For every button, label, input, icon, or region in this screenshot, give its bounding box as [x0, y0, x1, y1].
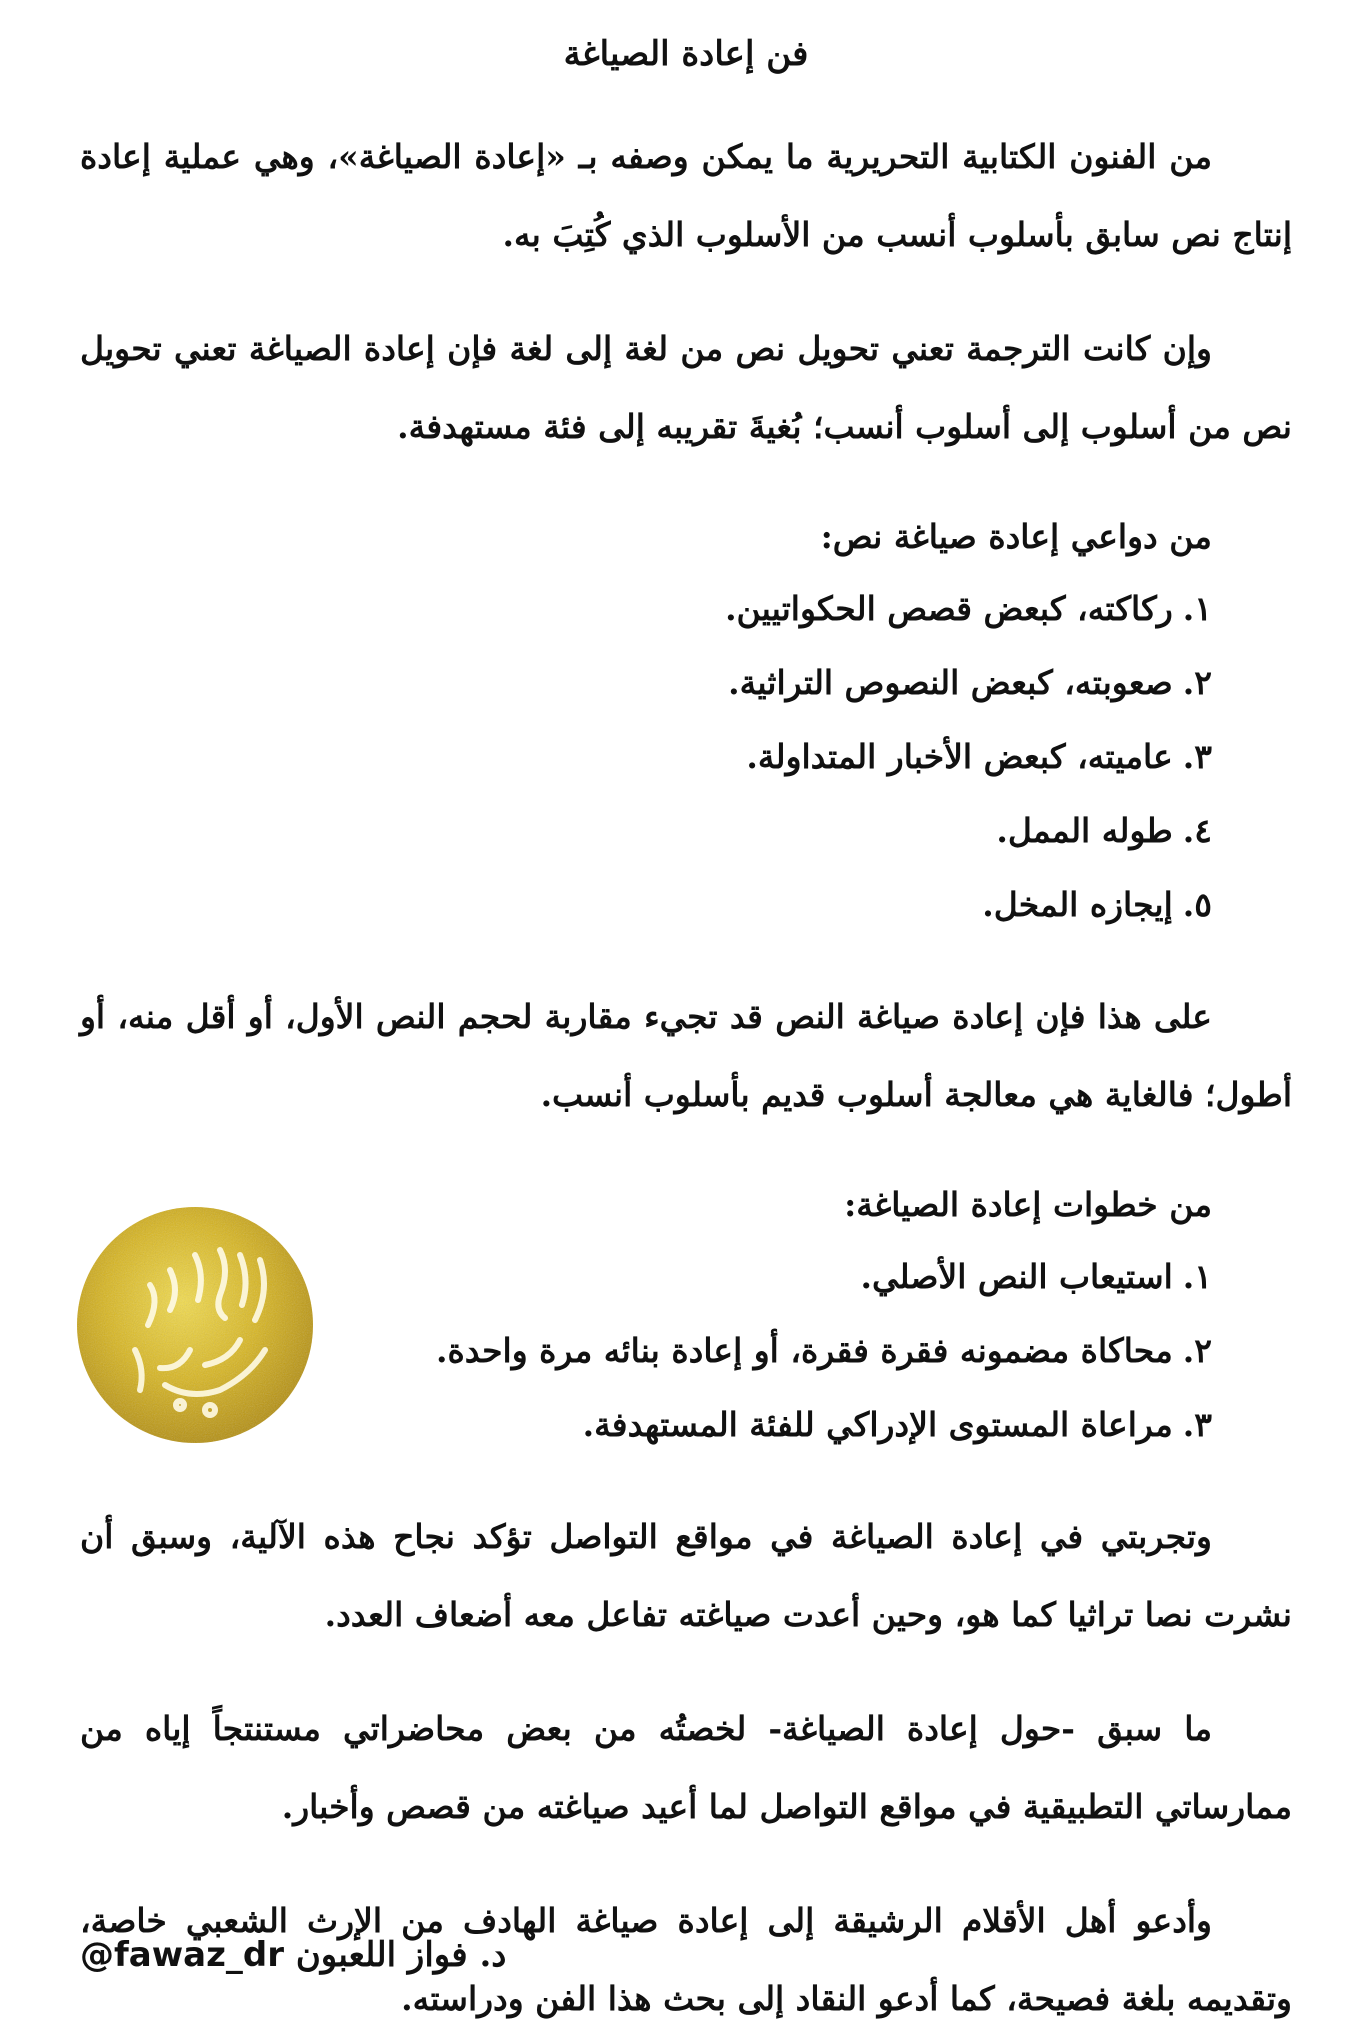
list-item: ٥.إيجازه المخل.	[982, 885, 1212, 924]
author-signature	[80, 1935, 506, 1975]
twitter-handle: @fawaz_dr	[80, 1935, 284, 1975]
invitation-paragraph: وأدعو أهل الأقلام الرشيقة إلى إعادة صياغة الهادف من الإرث الشعبي خاصة، وتقديمه بلغة فصيحة، كما أدعو النقاد إلى بحث هذا الفن ودراسته.	[80, 1901, 1292, 2018]
steps-heading: من خطوات إعادة الصياغة:	[844, 1185, 1212, 1224]
list-item: ١.ركاكته، كبعض قصص الحكواتيين.	[725, 589, 1212, 628]
intro-paragraph: من الفنون الكتابية التحريرية ما يمكن وصفه بـ «إعادة الصياغة»، وهي عملية إعادة إنتاج نص سابق بأسلوب أنسب من الأسلوب الذي كُتِبَ به.	[80, 137, 1292, 254]
list-item: ٢.صعوبته، كبعض النصوص التراثية.	[728, 663, 1212, 702]
gold-seal-stamp	[70, 1200, 320, 1450]
list-item: ٢.محاكاة مضمونه فقرة فقرة، أو إعادة بنائه مرة واحدة.	[436, 1331, 1212, 1370]
translation-compare-paragraph: وإن كانت الترجمة تعني تحويل نص من لغة إلى لغة فإن إعادة الصياغة تعني تحويل نص من أسلوب إلى أسلوب أنسب؛ بُغيةَ تقريبه إلى فئة مستهدفة.	[80, 329, 1292, 446]
steps-block	[80, 1170, 1292, 1462]
list-item: ١.استيعاب النص الأصلي.	[860, 1257, 1212, 1296]
list-item: ٤.طوله الممل.	[996, 811, 1212, 850]
reasons-list	[80, 572, 1292, 942]
summary-paragraph: ما سبق -حول إعادة الصياغة- لخصتُه من بعض محاضراتي مستنتجاً إياه من ممارساتي التطبيقية في مواقع التواصل لما أعيد صياغته من قصص وأخبار.	[80, 1709, 1292, 1826]
length-note-paragraph: على هذا فإن إعادة صياغة النص قد تجيء مقاربة لحجم النص الأول، أو أقل منه، أو أطول؛ فالغاية هي معالجة أسلوب قديم بأسلوب أنسب.	[80, 997, 1292, 1114]
list-item: ٣.عاميته، كبعض الأخبار المتداولة.	[746, 737, 1212, 776]
reasons-heading: من دواعي إعادة صياغة نص:	[820, 517, 1212, 556]
list-item: ٣.مراعاة المستوى الإدراكي للفئة المستهدفة.	[582, 1405, 1212, 1444]
experience-paragraph: وتجربتي في إعادة الصياغة في مواقع التواصل تؤكد نجاح هذه الآلية، وسبق أن نشرت نصا تراثيا كما هو، وحين أعدت صياغته تفاعل معه أضعاف العدد.	[80, 1517, 1292, 1634]
page-title: فن إعادة الصياغة	[563, 34, 809, 74]
author-name: د. فواز اللعبون	[295, 1935, 507, 1975]
